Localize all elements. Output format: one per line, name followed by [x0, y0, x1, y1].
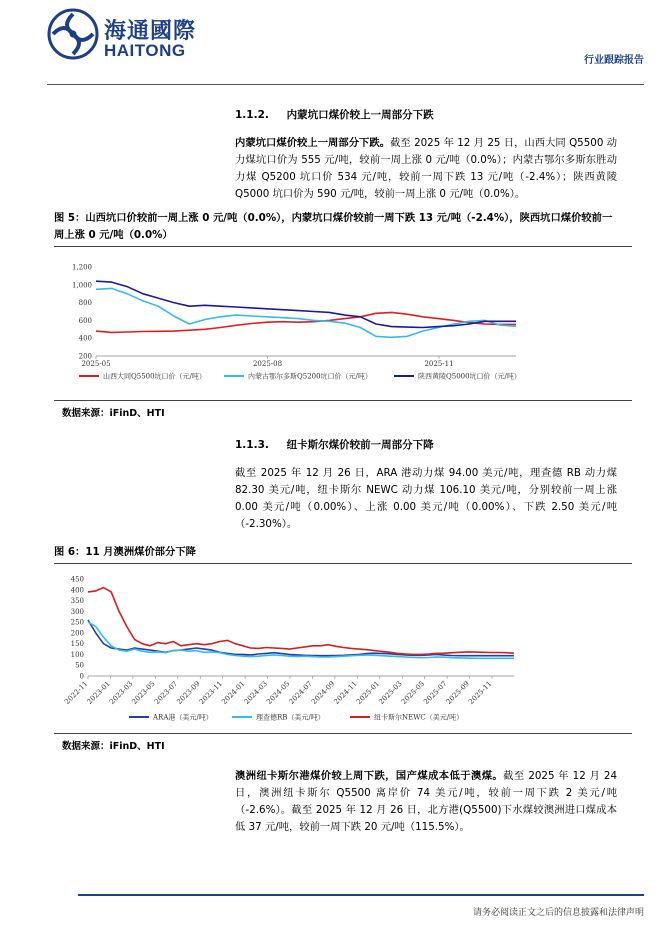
chart2-xtick-label: 2023-11 [197, 679, 225, 706]
paragraph-lead: 内蒙坑口煤价较上一周部分下跌。 [235, 137, 391, 149]
chart2-ytick-label: 0 [79, 672, 84, 681]
paragraph-body: 截至 2025 年 12 月 25 日，山西大同 Q5500 动力煤坑口价为 555 元/吨，较前一周上涨 0 元/吨（0.0%）；内蒙古鄂尔多斯东胜动力煤 Q5200 坑口价 534 元/吨，较前一周下跌 13 元/吨（-2.4%）；陕西黄陵 Q5000 坑口价为 590 元/吨，较前一周上涨 0 元/吨（0.0%）。 [235, 137, 617, 200]
chart1-legend-label: 山西大同Q5500坑口价（元/吨） [103, 372, 206, 381]
chart2-legend-label: 理查德RB（美元/吨） [256, 713, 325, 722]
paragraph-body: 截至 2025 年 12 月 26 日，ARA 港动力煤 94.00 美元/吨，理查德 RB 动力煤 82.30 美元/吨，纽卡斯尔 NEWC 动力煤 106.10 美元/吨，分别较前一周上涨 0.00 美元/吨（0.00%）、上涨 0.00 美元/吨（0.00%）、下跌 2.50 美元/吨（-2.30%）。 [235, 467, 617, 530]
chart1-xtick-label: 2025-11 [424, 360, 454, 368]
figure-5-bottom-rule [54, 400, 632, 401]
figure-6-svg [54, 570, 524, 728]
chart2-ytick-label: 200 [70, 629, 84, 638]
footer-divider [78, 894, 644, 896]
chart2-xtick-label: 2024-03 [242, 679, 269, 706]
chart2-ytick-label: 300 [70, 607, 84, 616]
figure-6-source: 数据来源：iFinD、HTI [62, 741, 165, 752]
chart2-legend-label: 纽卡斯尔NEWC（美元/吨） [374, 713, 464, 722]
report-type: 行业跟踪报告 [584, 55, 644, 66]
chart2-series-line-1 [88, 620, 514, 656]
footer-disclaimer: 请务必阅读正文之后的信息披露和法律声明 [472, 908, 644, 918]
haitong-logo-icon [47, 8, 99, 60]
chart1-ytick-label: 400 [78, 334, 92, 343]
paragraph-3 [235, 768, 617, 836]
section-number: 1.1.2. [235, 109, 269, 121]
chart2-xtick-label: 2024-07 [287, 679, 314, 706]
section-title: 纽卡斯尔煤价较前一周部分下降 [286, 439, 434, 451]
chart2-xtick-label: 2025-05 [399, 679, 427, 706]
chart2-legend-label: ARA港（美元/吨） [153, 713, 213, 722]
chart1-ytick-label: 1,200 [71, 263, 92, 272]
chart1-series-line-1 [96, 312, 516, 332]
chart2-ytick-label: 50 [75, 661, 84, 670]
chart1-xtick-label: 2025-05 [81, 360, 111, 368]
chart2-xtick-label: 2025-07 [422, 679, 449, 706]
figure-6-chart [54, 570, 524, 732]
figure-6-bottom-rule [54, 733, 632, 734]
chart2-ytick-label: 250 [70, 618, 84, 627]
chart2-ytick-label: 350 [70, 597, 84, 606]
chart2-xtick-label: 2024-09 [310, 679, 337, 706]
paragraph-lead: 澳洲纽卡斯尔港煤价较上周下跌，国产煤成本低于澳煤。 [235, 770, 504, 782]
section-heading-1 [235, 107, 434, 122]
logo-cn-text: 海通國際 [104, 19, 197, 44]
figure-5-svg [54, 252, 524, 387]
chart2-xtick-label: 2025-11 [467, 679, 494, 706]
haitong-logo [47, 8, 207, 64]
chart2-xtick-label: 2025-09 [444, 679, 471, 706]
chart2-ytick-label: 400 [70, 586, 84, 595]
section-number: 1.1.3. [235, 439, 269, 451]
chart1-legend-label: 陕西黄陵Q5000坑口价（元/吨） [418, 372, 521, 381]
figure-5-top-rule [54, 246, 632, 247]
logo-en-text: HAITONG [104, 41, 186, 60]
chart2-xtick-label: 2022-11 [63, 679, 90, 706]
figure-6-top-rule [54, 563, 632, 564]
header-divider [47, 84, 644, 85]
section-title: 内蒙坑口煤价较上一周部分下跌 [286, 109, 434, 121]
chart2-xtick-label: 2025-01 [354, 679, 382, 706]
chart2-ytick-label: 150 [70, 640, 84, 649]
chart1-ytick-label: 800 [78, 299, 92, 308]
chart1-ytick-label: 200 [78, 352, 92, 361]
chart1-ytick-label: 600 [78, 316, 92, 325]
chart1-legend-label: 内蒙古鄂尔多斯Q5200坑口价（元/吨） [248, 372, 372, 381]
chart2-xtick-label: 2023-07 [152, 679, 180, 706]
figure-6-title: 图 6：11 月澳洲煤价部分下降 [54, 546, 196, 558]
paragraph-1 [235, 135, 617, 203]
paragraph-body: 截至 2025 年 12 月 24 日，澳洲纽卡斯尔 Q5500 离岸价 74 美元/吨，较前一周下跌 2 美元/吨（-2.6%）。截至 2025 年 12 月 26 日，北方港(Q5500)下水煤较澳洲进口煤成本低 37 元/吨，较前一周下跌 20 元/吨（115.5%）。 [235, 770, 618, 833]
chart1-series-line-2 [96, 288, 516, 337]
figure-5-chart [54, 252, 524, 391]
chart2-xtick-label: 2023-03 [108, 679, 135, 706]
chart2-xtick-label: 2023-01 [85, 679, 112, 706]
chart2-xtick-label: 2025-03 [377, 679, 404, 706]
chart2-xtick-label: 2024-01 [220, 679, 247, 706]
figure-5-title: 图 5：山西坑口价较前一周上涨 0 元/吨（0.0%），内蒙坑口煤价较前一周下跌 13 元/吨（-2.4%），陕西坑口煤价较前一周上涨 0 元/吨（0.0%） [54, 212, 613, 241]
paragraph-2 [235, 465, 617, 533]
chart2-xtick-label: 2024-05 [265, 679, 292, 706]
chart2-xtick-label: 2023-09 [175, 679, 202, 706]
chart2-xtick-label: 2024-11 [332, 679, 359, 706]
chart1-xtick-label: 2025-08 [252, 360, 283, 368]
chart2-series-line-3 [88, 588, 514, 655]
chart2-ytick-label: 100 [70, 650, 84, 659]
chart2-ytick-label: 450 [70, 575, 84, 584]
chart2-xtick-label: 2023-05 [130, 679, 157, 706]
figure-5-source: 数据来源：iFinD、HTI [62, 408, 165, 419]
chart1-ytick-label: 1,000 [71, 281, 92, 290]
section-heading-2 [235, 437, 434, 452]
